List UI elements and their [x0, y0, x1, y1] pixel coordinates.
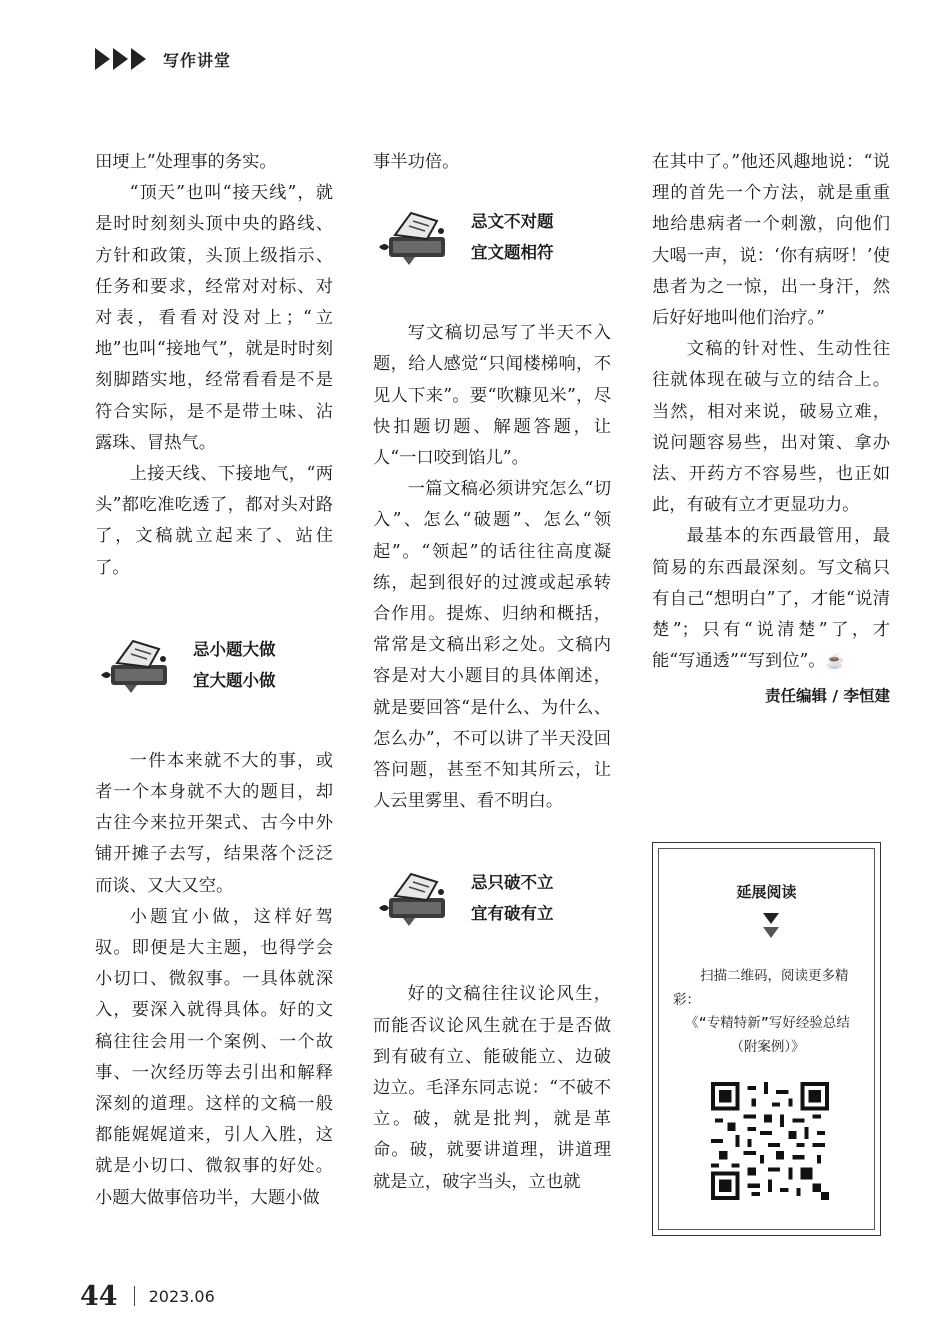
section-title: 写作讲堂	[163, 50, 232, 70]
paragraph: 好的文稿往往议论风生，而能否议论风生就在于是否做到有破有立、能破能立、边破边立。毛泽东同志说：“不破不立。破，就是批判，就是革命。破，就要讲道理，讲道理就是立，破字当头，立也就	[373, 984, 611, 1192]
editor-credit: 责任编辑 / 李恒建	[765, 687, 890, 706]
page-header	[95, 44, 231, 74]
section-title-line: 宜有破有立	[471, 904, 554, 924]
article-link[interactable]: 《“专精特新”写好经验总结（附案例）》	[685, 1015, 850, 1055]
typewriter-icon	[97, 635, 175, 695]
paragraph: 一篇文稿必须讲究怎么“切入”、怎么“破题”、怎么“领起”。“领起”的话往往高度凝练，起到很好的过渡或起承转合作用。提炼、归纳和概括，常常是文稿出彩之处。文稿内容是对大小题目的具体阐述，就是要回答“是什么、为什么、怎么办”，不可以讲了半天没回答问题，甚至不知其所云，让人云里雾里、看不明白。	[373, 479, 611, 812]
paragraph: 写文稿切忌写了半天不入题，给人感觉“只闻楼梯响，不见人下来”。要“吹糠见米”，尽快扣题切题、解题答题，让人“一口咬到馅儿”。	[373, 323, 611, 469]
scan-prompt: 扫描二维码，阅读更多精彩：	[673, 968, 849, 1008]
section-heading	[95, 606, 333, 724]
paragraph: 事半功倍。	[373, 152, 460, 172]
paragraph: 一件本来就不大的事，或者一个本身就不大的题目，却古往今来拉开架式、古今中外铺开摊子去写，结果落个泛泛而谈、又大又空。	[95, 750, 333, 896]
column-3	[652, 147, 890, 713]
section-title-line: 宜大题小做	[193, 670, 276, 690]
section-title-line: 宜文题相符	[471, 243, 554, 263]
paragraph: 田埂上”处理事的务实。	[95, 152, 277, 172]
section-title-line: 忌小题大做	[193, 639, 276, 659]
column-1	[95, 147, 333, 1214]
typewriter-icon	[375, 207, 453, 267]
paragraph: 上接天线、下接地气，“两头”都吃准吃透了，都对头对路了，文稿就立起来了、站住了。	[95, 464, 333, 578]
section-title-line: 忌文不对题	[471, 212, 554, 232]
column-2	[373, 147, 611, 1198]
paragraph: “顶天”也叫“接天线”，就是时时刻刻头顶中央的路线、方针和政策，头顶上级指示、任务和要求，经常对对标、对对表，看看对没对上；“立地”也叫“接地气”，就是时时刻刻脚踏实地，经常看看是不是符合实际，是不是带土味、沾露珠、冒热气。	[95, 183, 333, 453]
page-footer	[80, 1278, 215, 1314]
paragraph-text: 最基本的东西最管用，最简易的东西最深刻。写文稿只有自己“想明白”了，才能“说清楚”；只有“说清楚”了，才能“写通透”“写到位”。	[652, 526, 890, 672]
coffee-cup-icon: ☕	[825, 652, 845, 671]
paragraph: 在其中了。”他还风趣地说：“说理的首先一个方法，就是重重地给患病者一个刺激，向他们大喝一声，说：‘你有病呀！’使患者为之一惊，出一身汗，然后好好地叫他们治疗。”	[652, 152, 890, 329]
down-arrow-icon	[763, 913, 779, 941]
qr-code[interactable]	[711, 1082, 829, 1200]
section-title-line: 忌只破不立	[471, 873, 554, 893]
paragraph: 小题宜小做，这样好驾驭。即便是大主题，也得学会小切口、微叙事。一具体就深入，要深入就得具体。好的文稿往往会用一个案例、一个故事、一次经历等去引出和解释深刻的道理。这样的文稿一般都能娓娓道来，引人入胜，这就是小切口、微叙事的好处。小题大做事倍功半，大题小做	[95, 906, 333, 1208]
section-heading	[373, 178, 611, 296]
chevron-triple-icon	[95, 48, 149, 70]
paragraph: 文稿的针对性、生动性往往就体现在破与立的结合上。当然，相对来说，破易立难，说问题容易些，出对策、拿办法、开药方不容易些，也正如此，有破有立才更显功力。	[652, 339, 890, 516]
paragraph	[652, 521, 890, 677]
footer-divider	[134, 1286, 135, 1306]
section-heading	[373, 839, 611, 957]
issue-date: 2023.06	[148, 1286, 215, 1306]
extended-reading-title: 延展阅读	[736, 883, 797, 901]
extended-reading-box	[652, 842, 881, 1236]
typewriter-icon	[375, 868, 453, 928]
page-number: 44	[80, 1280, 118, 1312]
